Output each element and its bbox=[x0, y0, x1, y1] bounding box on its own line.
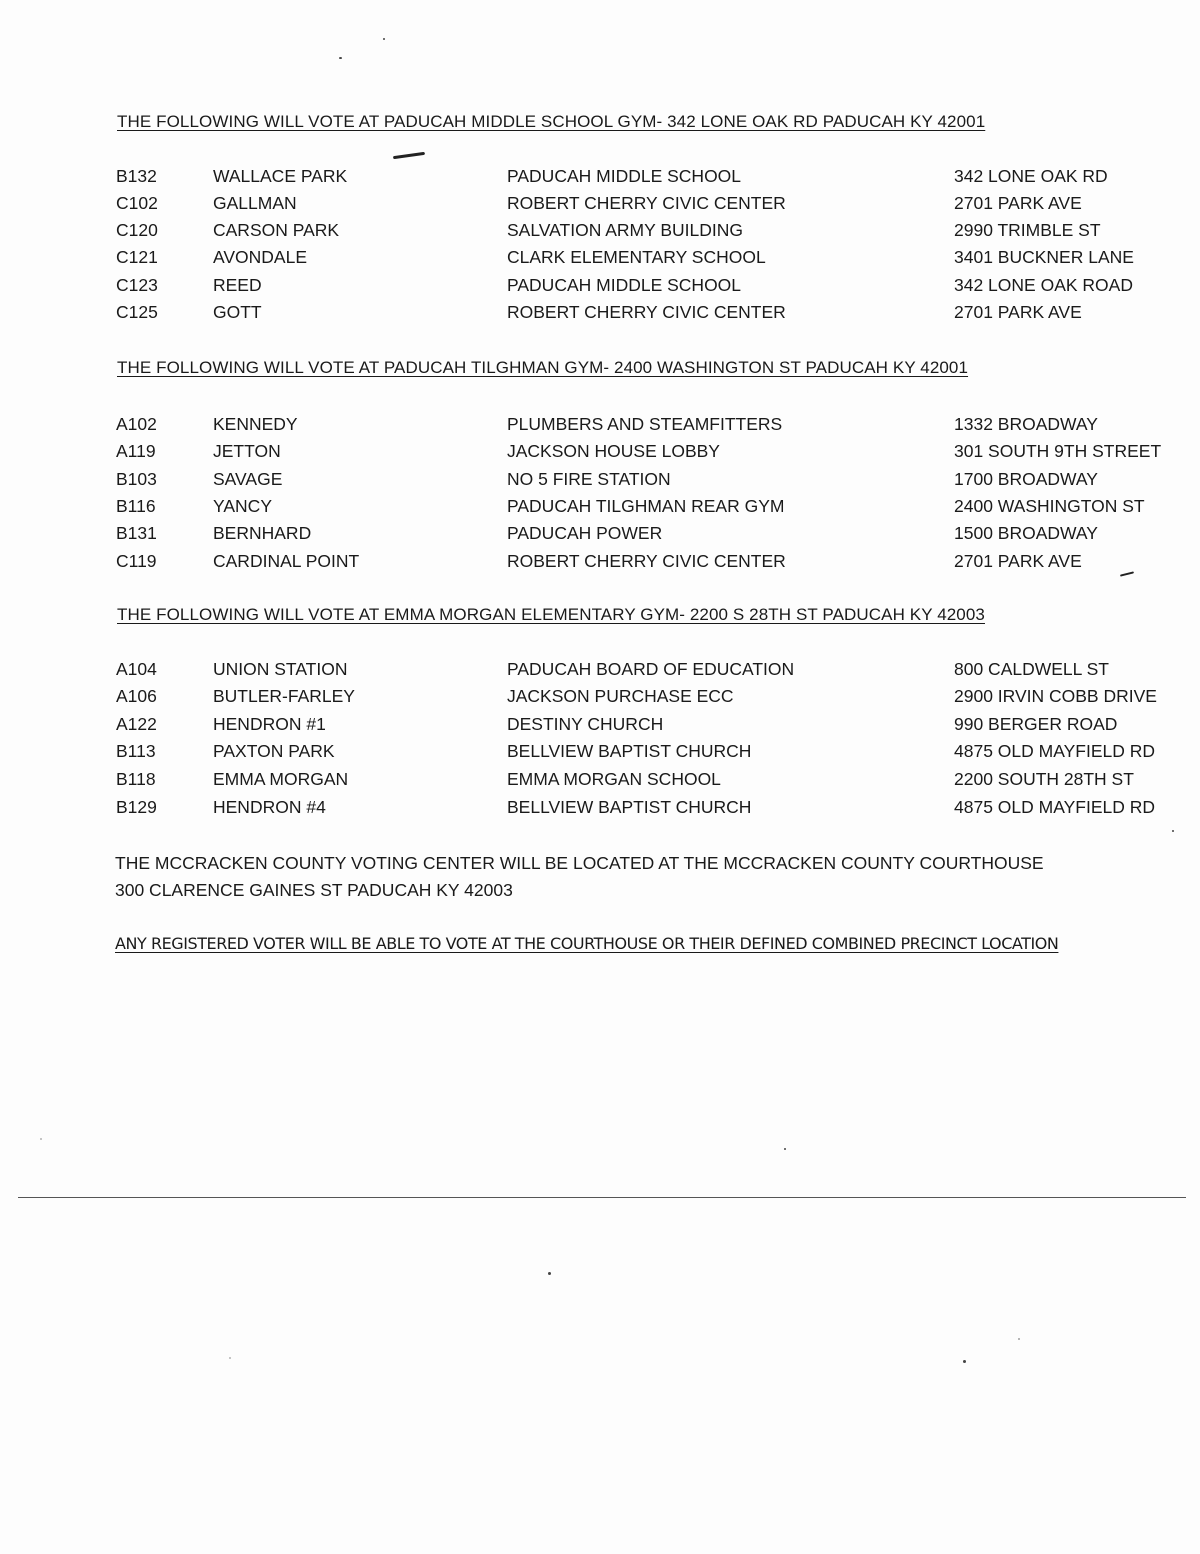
precinct-name: CARSON PARK bbox=[213, 220, 340, 240]
polling-address: 1700 BROADWAY bbox=[954, 469, 1098, 489]
table-row bbox=[0, 659, 1200, 686]
scan-speck bbox=[229, 1357, 231, 1359]
precinct-name: HENDRON #1 bbox=[213, 714, 326, 734]
precinct-id: C119 bbox=[116, 551, 157, 571]
scan-speck bbox=[548, 1272, 551, 1275]
precinct-id: A102 bbox=[116, 414, 157, 434]
polling-location: ROBERT CHERRY CIVIC CENTER bbox=[507, 302, 786, 322]
polling-location: SALVATION ARMY BUILDING bbox=[507, 220, 743, 240]
precinct-id: C121 bbox=[116, 247, 158, 267]
precinct-id: B103 bbox=[116, 469, 157, 489]
polling-address: 2200 SOUTH 28TH ST bbox=[954, 769, 1134, 789]
precinct-name: EMMA MORGAN bbox=[213, 769, 349, 789]
precinct-id: B116 bbox=[116, 496, 156, 516]
scan-speck bbox=[339, 57, 342, 59]
precinct-name: KENNEDY bbox=[213, 414, 298, 434]
table-row bbox=[0, 741, 1200, 768]
table-row bbox=[0, 797, 1200, 824]
precinct-id: B118 bbox=[116, 769, 156, 789]
precinct-id: B131 bbox=[116, 523, 157, 543]
polling-address: 301 SOUTH 9TH STREET bbox=[954, 441, 1162, 461]
polling-address: 800 CALDWELL ST bbox=[954, 659, 1109, 679]
polling-address: 342 LONE OAK RD bbox=[954, 166, 1108, 186]
polling-location: PADUCAH MIDDLE SCHOOL bbox=[507, 275, 742, 295]
precinct-id: C102 bbox=[116, 193, 158, 213]
precinct-name: HENDRON #4 bbox=[213, 797, 326, 817]
table-row bbox=[0, 523, 1200, 550]
precinct-name: GALLMAN bbox=[213, 193, 297, 213]
precinct-name: PAXTON PARK bbox=[213, 741, 335, 761]
table-row bbox=[0, 414, 1200, 441]
polling-location: NO 5 FIRE STATION bbox=[507, 469, 671, 489]
table-row bbox=[0, 496, 1200, 523]
table-row bbox=[0, 551, 1200, 578]
polling-address: 342 LONE OAK ROAD bbox=[954, 275, 1133, 295]
registered-voter-note: ANY REGISTERED VOTER WILL BE ABLE TO VOTE AT THE COURTHOUSE OR THEIR DEFINED COMBINED PRECINCT LOCATION bbox=[115, 934, 1059, 953]
precinct-name: WALLACE PARK bbox=[213, 166, 348, 186]
table-row bbox=[0, 769, 1200, 796]
polling-address: 1332 BROADWAY bbox=[954, 414, 1098, 434]
polling-location: ROBERT CHERRY CIVIC CENTER bbox=[507, 551, 786, 571]
polling-location: ROBERT CHERRY CIVIC CENTER bbox=[507, 193, 786, 213]
scan-speck bbox=[963, 1360, 966, 1363]
polling-location: PADUCAH TILGHMAN REAR GYM bbox=[507, 496, 785, 516]
polling-address: 2990 TRIMBLE ST bbox=[954, 220, 1101, 240]
voting-center-line-1: THE MCCRACKEN COUNTY VOTING CENTER WILL BE LOCATED AT THE MCCRACKEN COUNTY COURTHOUSE bbox=[115, 853, 1044, 873]
precinct-id: C123 bbox=[116, 275, 158, 295]
precinct-id: C125 bbox=[116, 302, 158, 322]
table-row bbox=[0, 275, 1200, 302]
scan-speck bbox=[1018, 1338, 1020, 1340]
precinct-name: UNION STATION bbox=[213, 659, 348, 679]
precinct-id: B113 bbox=[116, 741, 156, 761]
precinct-id: A122 bbox=[116, 714, 157, 734]
polling-location: JACKSON HOUSE LOBBY bbox=[507, 441, 720, 461]
table-row bbox=[0, 441, 1200, 468]
table-row bbox=[0, 247, 1200, 274]
voting-center-line-2: 300 CLARENCE GAINES ST PADUCAH KY 42003 bbox=[115, 880, 513, 900]
polling-location: PADUCAH MIDDLE SCHOOL bbox=[507, 166, 742, 186]
table-row bbox=[0, 469, 1200, 496]
polling-address: 2701 PARK AVE bbox=[954, 302, 1082, 322]
polling-location: PADUCAH POWER bbox=[507, 523, 663, 543]
polling-location: EMMA MORGAN SCHOOL bbox=[507, 769, 721, 789]
precinct-id: A104 bbox=[116, 659, 157, 679]
precinct-name: BUTLER-FARLEY bbox=[213, 686, 355, 706]
polling-address: 3401 BUCKNER LANE bbox=[954, 247, 1134, 267]
precinct-id: A119 bbox=[116, 441, 156, 461]
polling-address: 4875 OLD MAYFIELD RD bbox=[954, 797, 1155, 817]
polling-location: PLUMBERS AND STEAMFITTERS bbox=[507, 414, 783, 434]
polling-location: BELLVIEW BAPTIST CHURCH bbox=[507, 741, 752, 761]
scan-speck bbox=[383, 38, 385, 40]
precinct-name: REED bbox=[213, 275, 262, 295]
precinct-id: B132 bbox=[116, 166, 157, 186]
table-row bbox=[0, 302, 1200, 329]
precinct-id: A106 bbox=[116, 686, 157, 706]
table-row bbox=[0, 220, 1200, 247]
polling-address: 2701 PARK AVE bbox=[954, 551, 1082, 571]
scan-speck bbox=[1172, 830, 1174, 832]
polling-location: JACKSON PURCHASE ECC bbox=[507, 686, 734, 706]
precinct-id: C120 bbox=[116, 220, 158, 240]
polling-address: 990 BERGER ROAD bbox=[954, 714, 1118, 734]
table-row bbox=[0, 166, 1200, 193]
precinct-name: SAVAGE bbox=[213, 469, 283, 489]
precinct-name: AVONDALE bbox=[213, 247, 308, 267]
polling-address: 2400 WASHINGTON ST bbox=[954, 496, 1145, 516]
table-row bbox=[0, 714, 1200, 741]
precinct-name: GOTT bbox=[213, 302, 262, 322]
precinct-name: BERNHARD bbox=[213, 523, 312, 543]
scan-pen-mark bbox=[393, 152, 425, 159]
table-row bbox=[0, 193, 1200, 220]
polling-address: 1500 BROADWAY bbox=[954, 523, 1098, 543]
polling-location: DESTINY CHURCH bbox=[507, 714, 664, 734]
precinct-id: B129 bbox=[116, 797, 157, 817]
precinct-name: CARDINAL POINT bbox=[213, 551, 360, 571]
precinct-name: YANCY bbox=[213, 496, 272, 516]
section-heading-tilghman: THE FOLLOWING WILL VOTE AT PADUCAH TILGHMAN GYM- 2400 WASHINGTON ST PADUCAH KY 42001 bbox=[117, 358, 969, 377]
polling-location: CLARK ELEMENTARY SCHOOL bbox=[507, 247, 766, 267]
polling-location: BELLVIEW BAPTIST CHURCH bbox=[507, 797, 752, 817]
polling-address: 2900 IRVIN COBB DRIVE bbox=[954, 686, 1157, 706]
polling-location: PADUCAH BOARD OF EDUCATION bbox=[507, 659, 795, 679]
precinct-name: JETTON bbox=[213, 441, 281, 461]
polling-address: 2701 PARK AVE bbox=[954, 193, 1082, 213]
section-heading-emma-morgan: THE FOLLOWING WILL VOTE AT EMMA MORGAN ELEMENTARY GYM- 2200 S 28TH ST PADUCAH KY 42003 bbox=[117, 605, 985, 624]
section-heading-middle-school: THE FOLLOWING WILL VOTE AT PADUCAH MIDDLE SCHOOL GYM- 342 LONE OAK RD PADUCAH KY 42001 bbox=[117, 112, 986, 131]
polling-address: 4875 OLD MAYFIELD RD bbox=[954, 741, 1155, 761]
scan-speck bbox=[40, 1138, 42, 1140]
divider-line bbox=[18, 1197, 1186, 1198]
scan-speck bbox=[784, 1148, 786, 1150]
table-row bbox=[0, 686, 1200, 713]
